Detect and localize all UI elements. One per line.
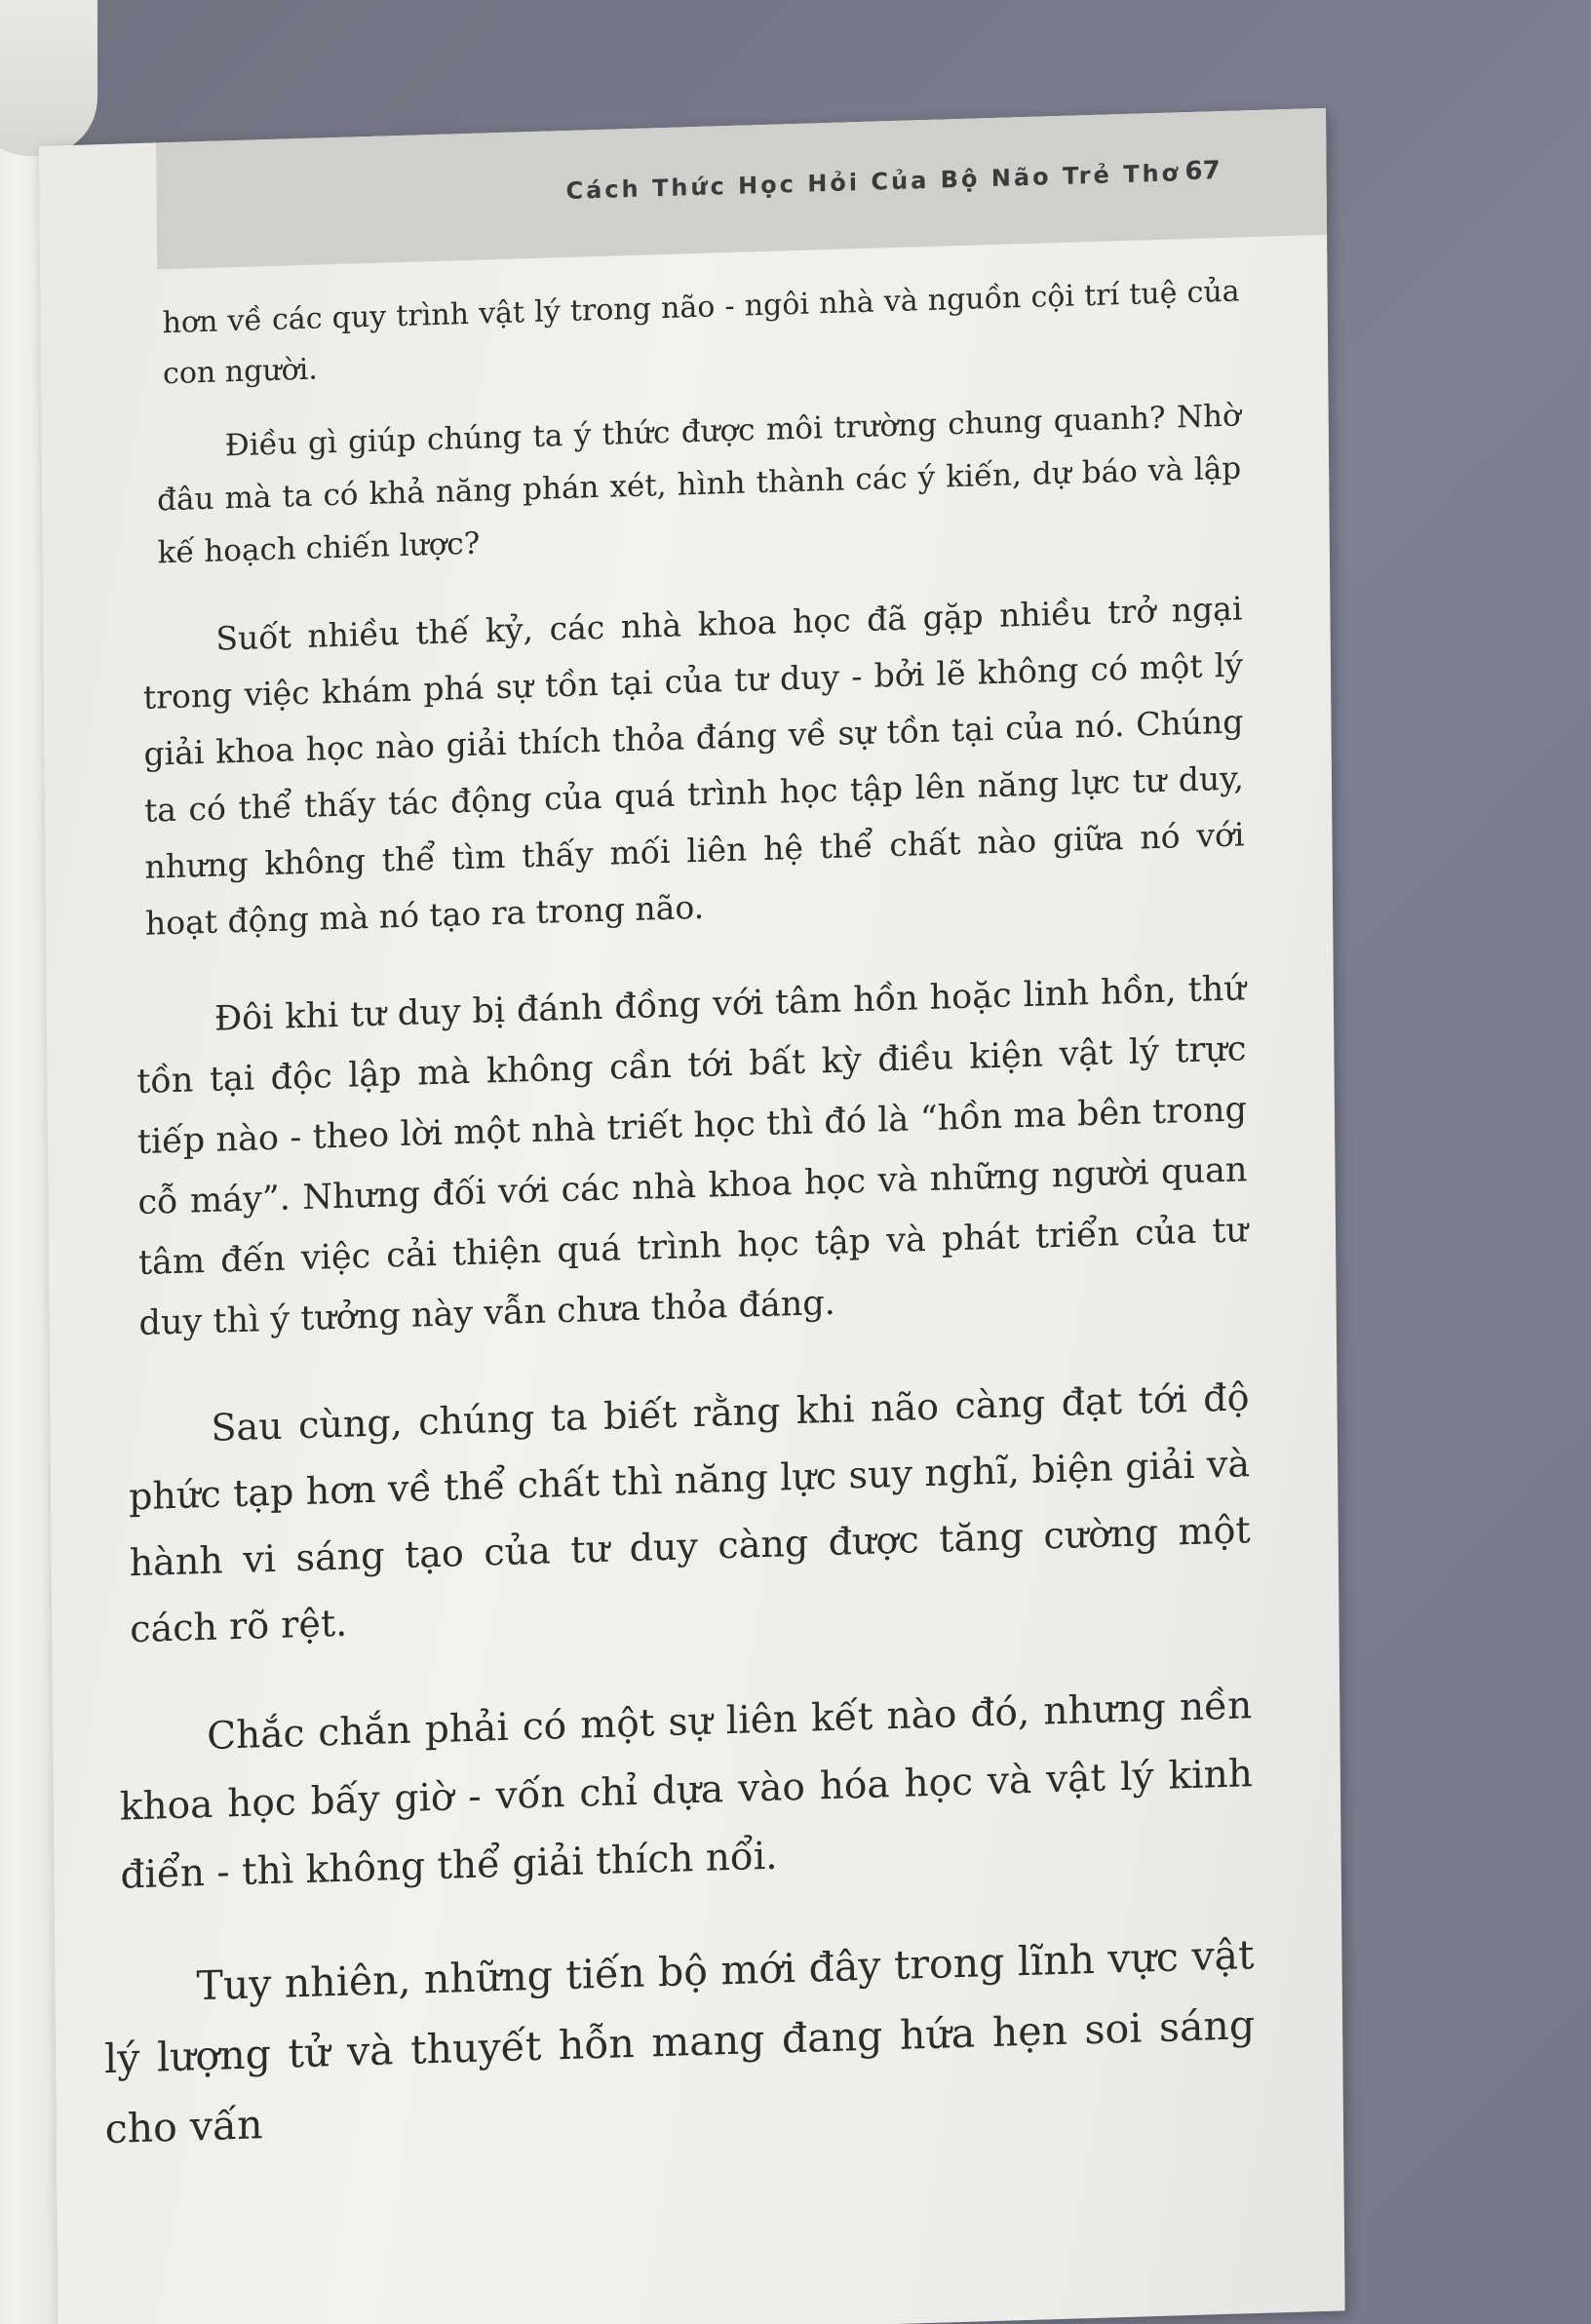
paragraph: Suốt nhiều thế kỷ, các nhà khoa học đã gặp nhiều trở ngại trong việc khám phá sự tồn tại của tư duy - bởi lẽ không có một lý giải khoa học nào giải thích thỏa đáng về sự tồn tại của nó. Chúng ta có thể thấy tác động của quá trình học tập lên năng lực tư duy, nhưng không thể tìm thấy mối liên hệ thể chất nào giữa nó với hoạt động mà nó tạo ra trong não.: [142, 589, 1245, 943]
curled-page-corner: [0, 0, 97, 156]
running-head-band: [156, 108, 1327, 270]
paragraph: hơn về các quy trình vật lý trong não - ngôi nhà và nguồn cội trí tuệ của con người.: [162, 274, 1240, 392]
paragraph: Tuy nhiên, những tiến bộ mới đây trong lĩnh vực vật lý lượng tử và thuyết hỗn mang đang hứa hẹn soi sáng cho vấn: [103, 1931, 1256, 2153]
body-text: [79, 266, 1256, 2164]
paragraph: Đôi khi tư duy bị đánh đồng với tâm hồn hoặc linh hồn, thứ tồn tại độc lập mà không cần tới bất kỳ điều kiện vật lý trực tiếp nào - theo lời một nhà triết học thì đó là “hồn ma bên trong cỗ máy”. Nhưng đối với các nhà khoa học và những người quan tâm đến việc cải thiện quá trình học tập và phát triển của tư duy thì ý tưởng này vẫn chưa thỏa đáng.: [136, 969, 1249, 1343]
book-page: [39, 108, 1345, 2324]
page-number: 67: [1184, 156, 1221, 187]
paragraph: Chắc chắn phải có một sự liên kết nào đó, nhưng nền khoa học bấy giờ - vốn chỉ dựa vào hóa học và vật lý kinh điển - thì không thể giải thích nổi.: [119, 1684, 1254, 1898]
paragraph: Sau cùng, chúng ta biết rằng khi não càng đạt tới độ phức tạp hơn về thể chất thì năng lực suy nghĩ, biện giải và hành vi sáng tạo của tư duy càng được tăng cường một cách rõ rệt.: [128, 1375, 1251, 1651]
running-head: Cách Thức Học Hỏi Của Bộ Não Trẻ Thơ: [565, 159, 1182, 205]
paragraph: Điều gì giúp chúng ta ý thức được môi trường chung quanh? Nhờ đâu mà ta có khả năng phán xét, hình thành các ý kiến, dự báo và lập kế hoạch chiến lược?: [157, 398, 1242, 571]
